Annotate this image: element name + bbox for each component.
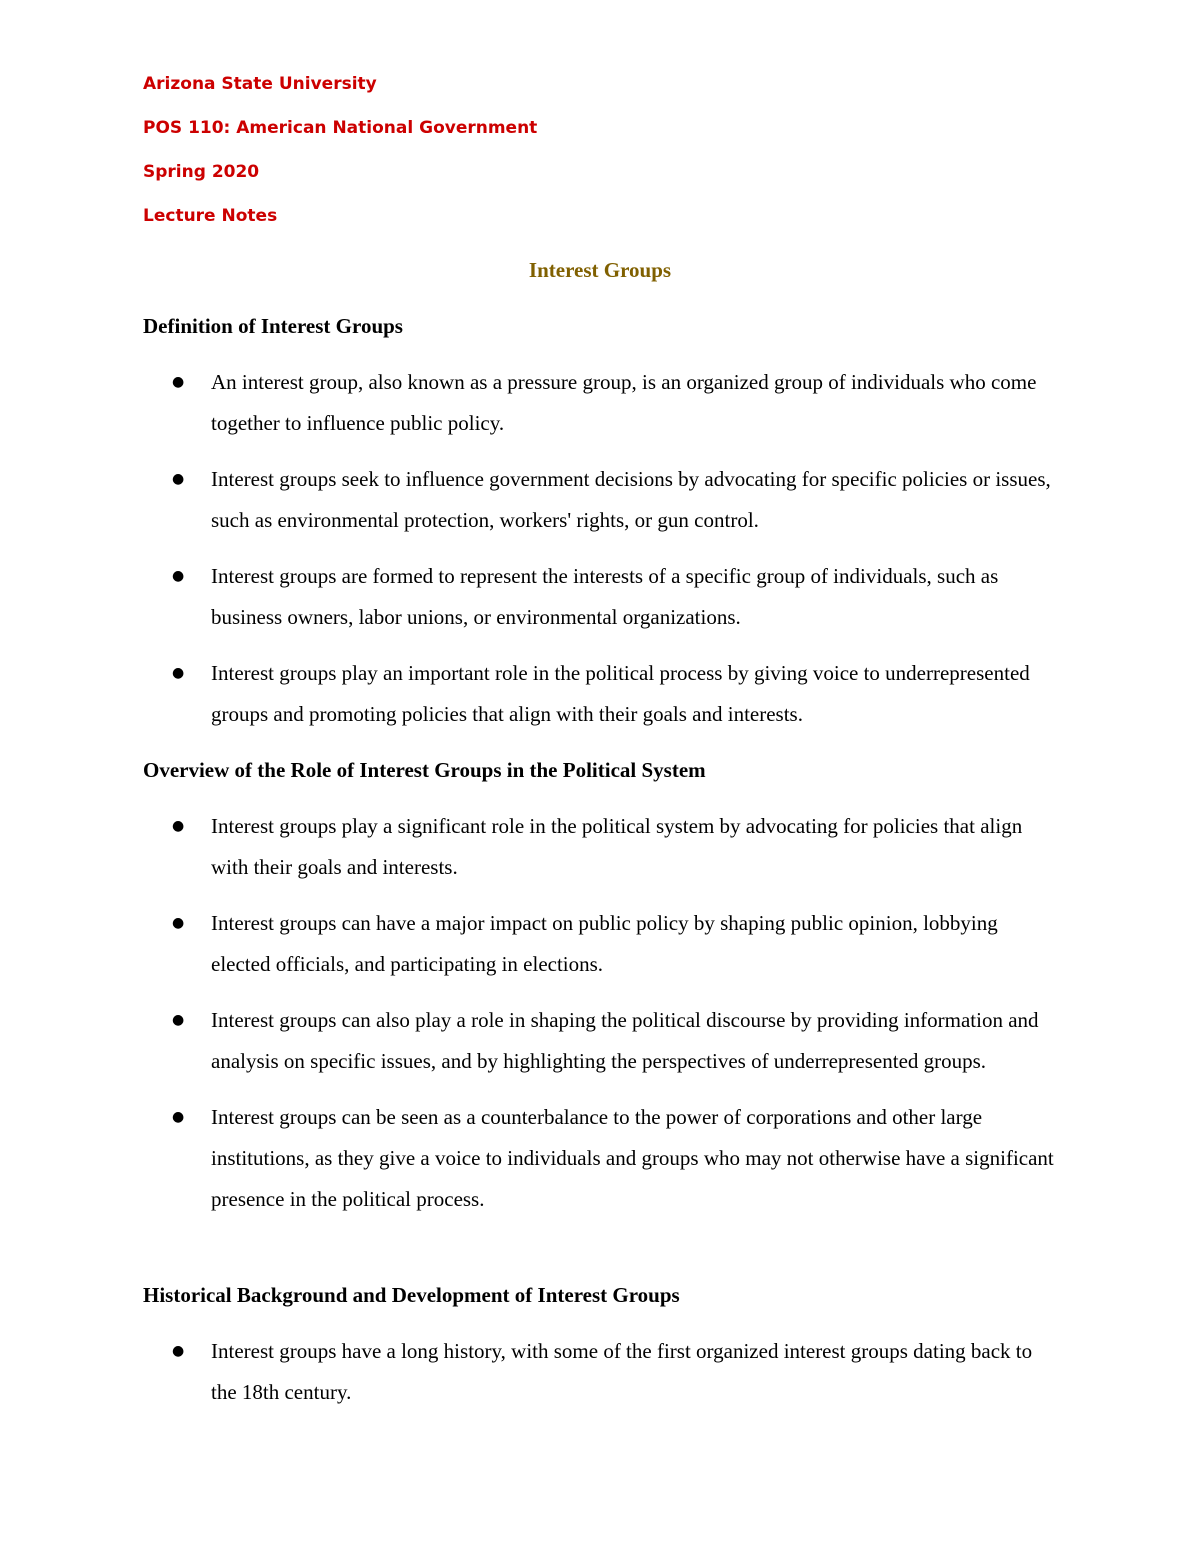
- header-course: POS 110: American National Government: [143, 118, 538, 138]
- list-item: [0, 362, 1061, 444]
- bullet-list-definition: [0, 362, 1200, 750]
- list-item: [0, 903, 1061, 985]
- header-doc-type: Lecture Notes: [143, 206, 278, 226]
- bullet-text: Interest groups play a significant role in the political system by advocating for policies that align with their goals and interests.: [211, 814, 1023, 879]
- bullet-text: Interest groups play an important role in the political process by giving voice to underrepresented groups and promoting policies that align with their goals and interests.: [211, 661, 1030, 726]
- list-item: [0, 653, 1061, 735]
- bullet-text: Interest groups can have a major impact on public policy by shaping public opinion, lobbying elected officials, and participating in elections.: [211, 911, 998, 976]
- bullet-text: Interest groups seek to influence government decisions by advocating for specific policies or issues, such as environmental protection, workers' rights, or gun control.: [211, 467, 1051, 532]
- bullet-text: Interest groups are formed to represent the interests of a specific group of individuals, such as business owners, labor unions, or environmental organizations.: [211, 564, 999, 629]
- bullet-text: An interest group, also known as a pressure group, is an organized group of individuals who come together to influence public policy.: [211, 370, 1037, 435]
- bullet-text: Interest groups can be seen as a counterbalance to the power of corporations and other large institutions, as they give a voice to individuals and groups who may not otherwise have a significant presence in the political process.: [211, 1105, 1054, 1211]
- list-item: [0, 556, 1061, 638]
- bullet-text: Interest groups have a long history, with some of the first organized interest groups dating back to the 18th century.: [211, 1339, 1033, 1404]
- header-university: Arizona State University: [143, 74, 377, 94]
- section-heading-overview: Overview of the Role of Interest Groups in the Political System: [143, 758, 706, 782]
- bullet-text: Interest groups can also play a role in shaping the political discourse by providing information and analysis on specific issues, and by highlighting the perspectives of underrepresented groups.: [211, 1008, 1039, 1073]
- bullet-icon: ●: [172, 374, 185, 390]
- list-item: [0, 806, 1061, 888]
- header-term: Spring 2020: [143, 162, 260, 182]
- bullet-icon: ●: [172, 471, 185, 487]
- list-item: [0, 1097, 1061, 1220]
- bullet-icon: ●: [172, 568, 185, 584]
- section-heading-history: Historical Background and Development of Interest Groups: [143, 1283, 680, 1307]
- bullet-icon: ●: [172, 818, 185, 834]
- bullet-list-history: [0, 1331, 1200, 1428]
- document-title: Interest Groups: [528, 258, 672, 282]
- section-heading-definition: Definition of Interest Groups: [143, 314, 403, 338]
- bullet-icon: ●: [172, 1109, 185, 1125]
- bullet-icon: ●: [172, 665, 185, 681]
- list-item: [0, 1000, 1061, 1082]
- bullet-icon: ●: [172, 1012, 185, 1028]
- bullet-icon: ●: [172, 1343, 185, 1359]
- list-item: [0, 459, 1061, 541]
- list-item: [0, 1331, 1061, 1413]
- bullet-list-overview: [0, 806, 1200, 1235]
- bullet-icon: ●: [172, 915, 185, 931]
